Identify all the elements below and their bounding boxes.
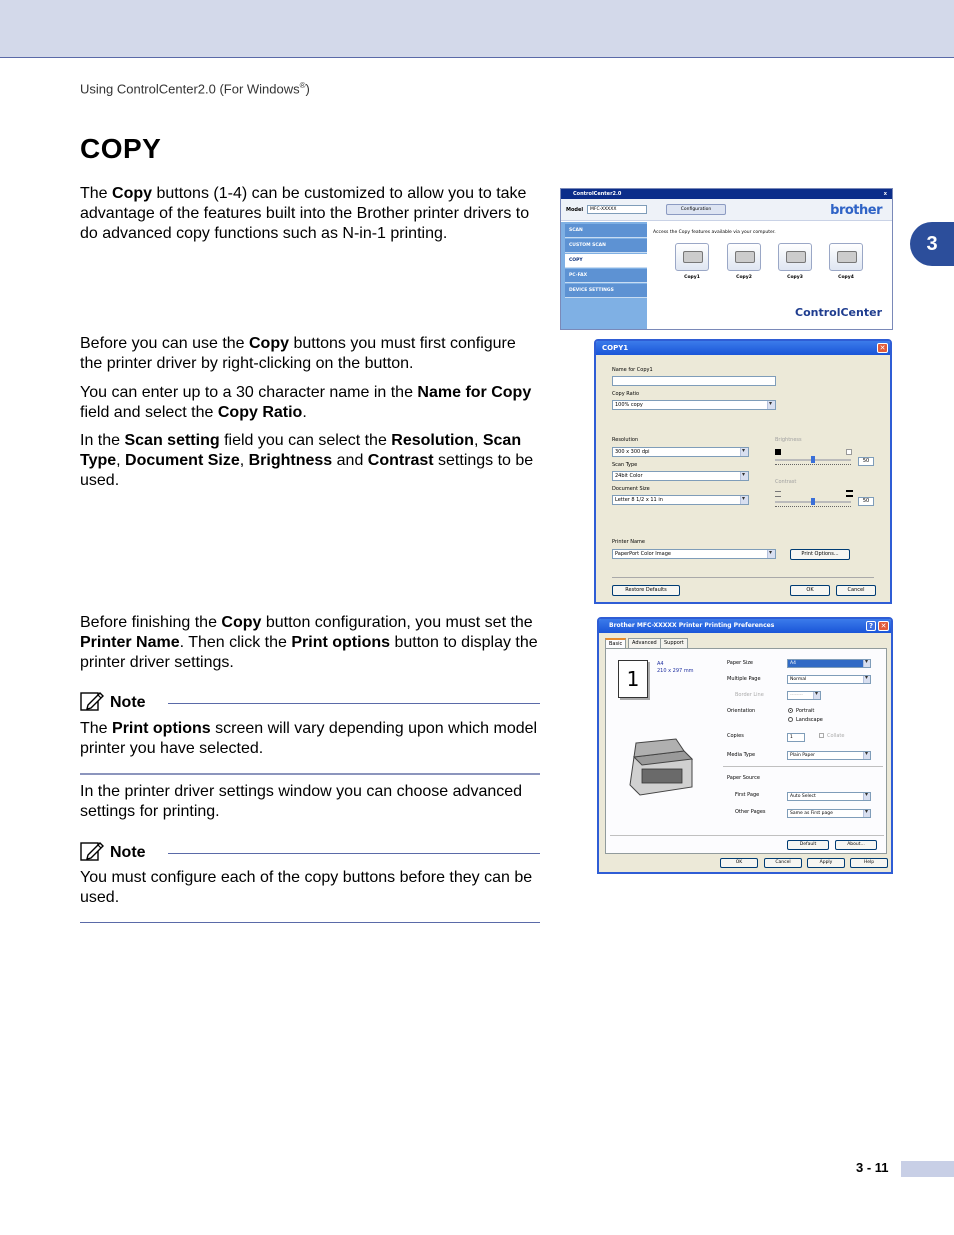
- copier-icon: [786, 251, 806, 263]
- low-contrast-icon: [775, 491, 781, 497]
- media-type-select[interactable]: Plain Paper ▾: [787, 751, 871, 760]
- running-head: Using ControlCenter2.0 (For Windows®): [80, 81, 310, 97]
- cc-toolbar: [561, 199, 892, 221]
- paper-size-select[interactable]: A4 ▾: [787, 659, 871, 668]
- cancel-button[interactable]: Cancel: [836, 585, 876, 596]
- note-heading: [80, 692, 540, 714]
- paper-source-label: Paper Source: [727, 775, 760, 781]
- chevron-down-icon: [767, 401, 775, 409]
- configure-paragraph: Before you can use the Copy buttons you must first configure the printer driver by right-clicking on the button.: [80, 335, 516, 372]
- printer-machine-icon: [626, 737, 696, 797]
- brightness-ticks: [775, 464, 851, 467]
- note-text: The Print options screen will vary depending upon which model printer you have selected.: [80, 720, 538, 757]
- printer-name-select[interactable]: PaperPort Color Image ▾: [612, 549, 776, 559]
- contrast-label: Contrast: [775, 479, 797, 485]
- model-label: Model: [566, 207, 584, 213]
- note-end-rule: [80, 922, 540, 923]
- controlcenter-screenshot: [560, 188, 893, 330]
- copies-label: Copies: [727, 733, 744, 739]
- note-rule: [168, 703, 540, 704]
- high-contrast-icon: [846, 490, 853, 497]
- ok-button[interactable]: OK: [790, 585, 830, 596]
- resolution-label: Resolution: [612, 437, 639, 443]
- document-size-label: Document Size: [612, 486, 650, 492]
- close-icon[interactable]: ✕: [877, 343, 888, 353]
- chapter-tab: 3: [910, 222, 954, 266]
- cancel-button[interactable]: Cancel: [764, 858, 802, 868]
- cc-sidebar: [561, 222, 647, 329]
- panel-divider: [610, 835, 884, 836]
- prefs-titlebar: Brother MFC-XXXXX Printer Printing Preferences ? ✕: [599, 619, 891, 633]
- paper-dimensions: 210 x 297 mm: [657, 668, 694, 674]
- printing-preferences-screenshot: [597, 617, 893, 874]
- driver-settings-paragraph: In the printer driver settings window you can choose advanced settings for printing.: [80, 783, 523, 820]
- chevron-down-icon: [740, 496, 748, 504]
- copier-icon: [837, 251, 857, 263]
- orientation-label: Orientation: [727, 708, 756, 714]
- contrast-slider-thumb[interactable]: [811, 498, 815, 505]
- page-title: COPY: [80, 133, 162, 164]
- other-pages-select[interactable]: Same as First page ▾: [787, 809, 871, 818]
- portrait-label: Portrait: [796, 708, 815, 714]
- brightness-value[interactable]: 50: [858, 457, 874, 466]
- chevron-down-icon: [863, 793, 870, 800]
- copy-ratio-select[interactable]: 100% copy ▾: [612, 400, 776, 410]
- note-pencil-icon: [80, 840, 104, 862]
- ok-button[interactable]: OK: [720, 858, 758, 868]
- first-page-label: First Page: [735, 792, 760, 798]
- sidebar-item-copy[interactable]: COPY: [565, 254, 647, 268]
- collate-label: Collate: [827, 733, 845, 739]
- name-input[interactable]: [612, 376, 776, 386]
- copy2-button[interactable]: [727, 243, 761, 271]
- border-line-label: Border Line: [735, 692, 764, 698]
- help-icon[interactable]: ?: [866, 621, 876, 631]
- copy1-dialog-screenshot: [594, 339, 892, 604]
- chevron-down-icon: [740, 448, 748, 456]
- chevron-down-icon: [767, 550, 775, 558]
- restore-defaults-button[interactable]: Restore Defaults: [612, 585, 680, 596]
- paper-name: A4: [657, 661, 664, 667]
- section-divider: [723, 766, 883, 767]
- first-page-select[interactable]: Auto Select ▾: [787, 792, 871, 801]
- configuration-button[interactable]: Configuration: [666, 204, 726, 215]
- contrast-value[interactable]: 50: [858, 497, 874, 506]
- paper-size-label: Paper Size: [727, 660, 754, 666]
- model-select[interactable]: MFC-XXXXX: [587, 205, 647, 214]
- tab-support[interactable]: Support: [660, 638, 688, 648]
- note-label: Note: [110, 844, 146, 861]
- note-pencil-icon: [80, 690, 104, 712]
- apply-button[interactable]: Apply: [807, 858, 845, 868]
- brightness-label: Brightness: [775, 437, 802, 443]
- note-heading: [80, 842, 540, 864]
- copies-input[interactable]: 1: [787, 733, 805, 742]
- light-swatch-icon: [846, 449, 852, 455]
- copy1-button[interactable]: [675, 243, 709, 271]
- sidebar-item-device-settings[interactable]: DEVICE SETTINGS: [565, 284, 647, 298]
- basic-tab-panel: [605, 648, 887, 854]
- copy1-label: Copy1: [684, 275, 700, 280]
- printer-name-label: Printer Name: [612, 539, 645, 545]
- copy3-button[interactable]: [778, 243, 812, 271]
- printer-name-paragraph: Before finishing the Copy button configuration, you must set the Printer Name. Then click the Print options button to display the printer driver settings.: [80, 614, 538, 671]
- intro-paragraph: The Copy buttons (1-4) can be customized to allow you to take advantage of the features built into the Brother printer drivers to do advanced copy functions such as N-in-1 printing.: [80, 185, 530, 242]
- media-type-label: Media Type: [727, 752, 756, 758]
- copy3-label: Copy3: [787, 275, 803, 280]
- dialog-divider: [612, 577, 874, 578]
- note-label: Note: [110, 694, 146, 711]
- sidebar-item-custom-scan[interactable]: CUSTOM SCAN: [565, 239, 647, 253]
- document-size-select[interactable]: Letter 8 1/2 x 11 in ▾: [612, 495, 749, 505]
- tab-basic[interactable]: Basic: [605, 638, 626, 649]
- cc-titlebar: ControlCenter2.0 x: [561, 189, 892, 199]
- about-button[interactable]: About...: [835, 840, 877, 850]
- landscape-radio[interactable]: [788, 717, 793, 722]
- chevron-down-icon: [813, 692, 820, 699]
- sidebar-item-scan[interactable]: SCAN: [565, 224, 647, 238]
- multiple-page-select[interactable]: Normal ▾: [787, 675, 871, 684]
- print-options-button[interactable]: Print Options...: [790, 549, 850, 560]
- page-number: 3 - 11: [856, 1160, 889, 1175]
- name-paragraph: You can enter up to a 30 character name in the Name for Copy field and select the Copy Ratio.: [80, 384, 532, 421]
- note-rule: [168, 853, 540, 854]
- tab-advanced[interactable]: Advanced: [628, 638, 661, 648]
- multiple-page-label: Multiple Page: [727, 676, 761, 682]
- sidebar-item-pc-fax[interactable]: PC-FAX: [565, 269, 647, 283]
- chevron-down-icon: [863, 752, 870, 759]
- copy4-label: Copy4: [838, 275, 854, 280]
- brightness-slider-thumb[interactable]: [811, 456, 815, 463]
- landscape-label: Landscape: [796, 717, 823, 723]
- help-button[interactable]: Help: [850, 858, 888, 868]
- dark-swatch-icon: [775, 449, 781, 455]
- border-line-select[interactable]: -------- ▾: [787, 691, 821, 700]
- name-label: Name for Copy1: [612, 367, 653, 373]
- copier-icon: [683, 251, 703, 263]
- chevron-down-icon: [863, 810, 870, 817]
- controlcenter-logo: ControlCenter: [795, 306, 882, 319]
- cc-description: Access the Copy features available via your computer.: [653, 230, 776, 235]
- dialog-titlebar: COPY1 ✕: [596, 341, 890, 355]
- chevron-down-icon: [863, 660, 870, 667]
- scan-setting-paragraph: In the Scan setting field you can select the Resolution, Scan Type, Document Size, Brightness and Contrast settings to be used.: [80, 432, 534, 489]
- contrast-ticks: [775, 506, 851, 509]
- brother-logo: brother: [830, 203, 882, 218]
- note-text: You must configure each of the copy buttons before they can be used.: [80, 869, 533, 906]
- copy-ratio-label: Copy Ratio: [612, 391, 640, 397]
- top-header-band: [0, 0, 954, 58]
- other-pages-label: Other Pages: [735, 809, 766, 815]
- page-number-bar: [901, 1161, 954, 1177]
- close-icon[interactable]: x: [883, 191, 887, 197]
- portrait-radio[interactable]: [788, 708, 793, 713]
- copy4-button[interactable]: [829, 243, 863, 271]
- scan-type-label: Scan Type: [612, 462, 638, 468]
- copy2-label: Copy2: [736, 275, 752, 280]
- paper-preview: 1: [618, 660, 648, 698]
- chevron-down-icon: [740, 472, 748, 480]
- chevron-down-icon: [863, 676, 870, 683]
- scan-type-select[interactable]: 24bit Color ▾: [612, 471, 749, 481]
- close-icon[interactable]: ✕: [878, 621, 889, 631]
- copier-icon: [735, 251, 755, 263]
- collate-checkbox[interactable]: [819, 733, 824, 738]
- note-end-rule: [80, 773, 540, 775]
- default-button[interactable]: Default: [787, 840, 829, 850]
- resolution-select[interactable]: 300 x 300 dpi ▾: [612, 447, 749, 457]
